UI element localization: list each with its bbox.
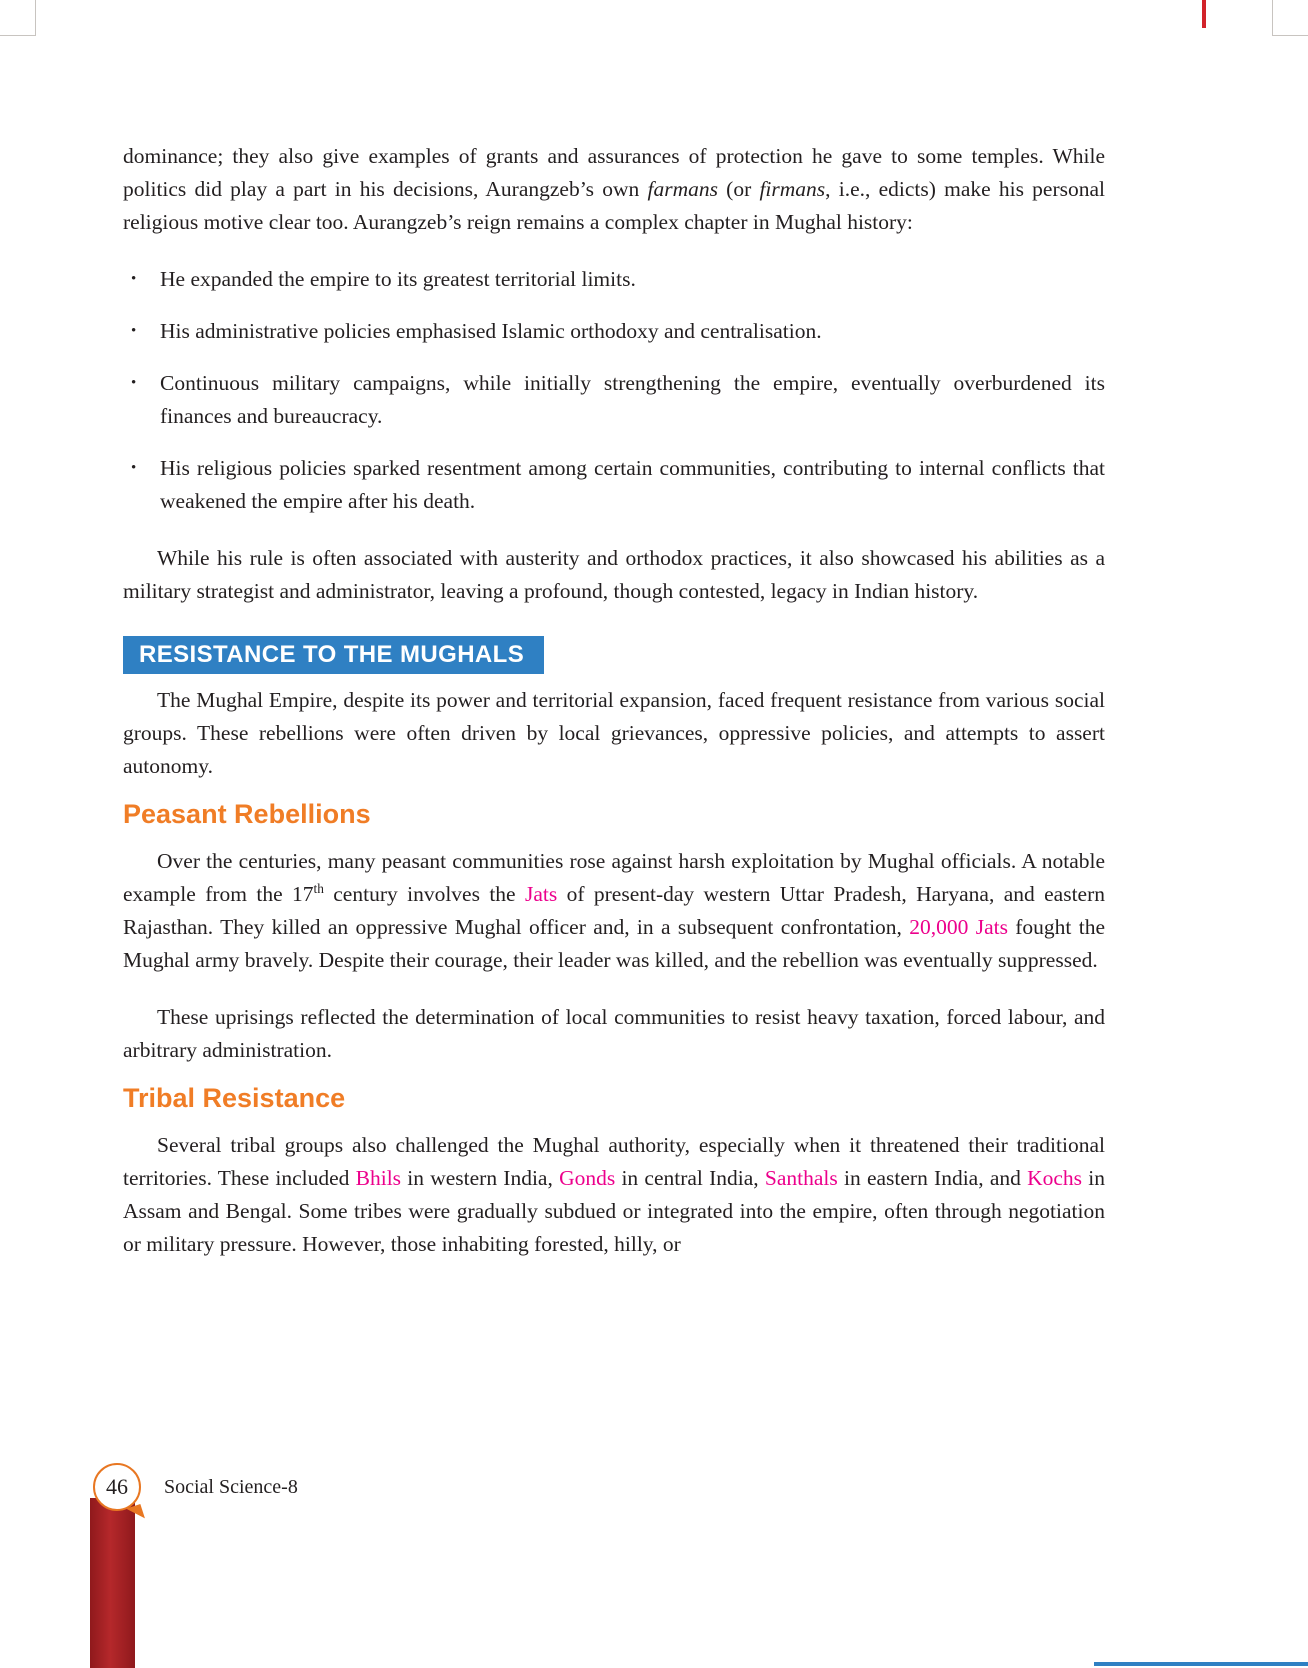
bullet-icon: • [131,460,137,476]
paragraph-jats: Over the centuries, many peasant communities rose against harsh exploitation by Mughal officials. A notable example from the 17th century involves the Jats of present-day western Uttar Pradesh, Haryana, and eastern Rajasthan. They killed an oppressive Mughal officer and, in a subsequent confrontation, 20,000 Jats fought the Mughal army bravely. Despite their courage, their leader was killed, and the rebellion was eventually suppressed. [123,849,1106,972]
bullet-icon: • [131,323,137,339]
footer-book-title: Social Science-8 [164,1476,298,1498]
bullet-item [123,367,1105,433]
paragraph-tribal-groups: Several tribal groups also challenged the Mughal authority, especially when it threatened their traditional territories. These included Bhils in western India, Gonds in central India, Santhals in eastern India, and Kochs in Assam and Bengal. Some tribes were gradually subdued or integrated into the empire, often through negotiation or military pressure. However, those inhabiting forested, hilly, or [123,1133,1105,1256]
bookmark-ribbon [90,1498,135,1668]
crop-mark-top-right-icon [1272,0,1308,36]
section-banner-resistance: RESISTANCE TO THE MUGHALS [123,636,544,674]
page-number: 46 [106,1474,128,1499]
paragraph-aurangzeb-intro: dominance; they also give examples of grants and assurances of protection he gave to some temples. While politics did play a part in his decisions, Aurangzeb’s own farmans (or firmans, i.e., edicts) make his personal religious motive clear too. Aurangzeb’s reign remains a complex chapter in Mughal history: [123,144,1105,234]
heading-tribal-resistance: Tribal Resistance [123,1083,346,1113]
page-number-badge [93,1463,141,1511]
bullet-list [123,263,1105,518]
bullet-icon: • [131,271,137,287]
heading-peasant-rebellions: Peasant Rebellions [123,799,371,829]
page-edge-tick [1202,0,1206,28]
bullet-item [123,315,1105,348]
bullet-text: His administrative policies emphasised Islamic orthodoxy and centralisation. [160,319,822,343]
paragraph-aurangzeb-legacy: While his rule is often associated with austerity and orthodox practices, it also showcased his abilities as a military strategist and administrator, leaving a profound, though contested, legacy in Indian history. [123,546,1105,603]
page-body [123,140,1105,1261]
bullet-text: His religious policies sparked resentment among certain communities, contributing to internal conflicts that weakened the empire after his death. [160,456,1105,513]
bullet-item [123,263,1105,296]
paragraph-resistance-intro: The Mughal Empire, despite its power and territorial expansion, faced frequent resistance from various social groups. These rebellions were often driven by local grievances, oppressive policies, and attempts to assert autonomy. [123,688,1105,778]
bullet-text: Continuous military campaigns, while initially strengthening the empire, eventually overburdened its finances and bureaucracy. [160,371,1105,428]
bullet-text: He expanded the empire to its greatest territorial limits. [160,267,636,291]
bullet-icon: • [131,375,137,391]
paragraph-uprisings: These uprisings reflected the determination of local communities to resist heavy taxation, forced labour, and arbitrary administration. [123,1005,1105,1062]
footer-blue-rule [1094,1662,1308,1666]
crop-mark-top-left-icon [0,0,36,36]
bullet-item [123,452,1105,518]
